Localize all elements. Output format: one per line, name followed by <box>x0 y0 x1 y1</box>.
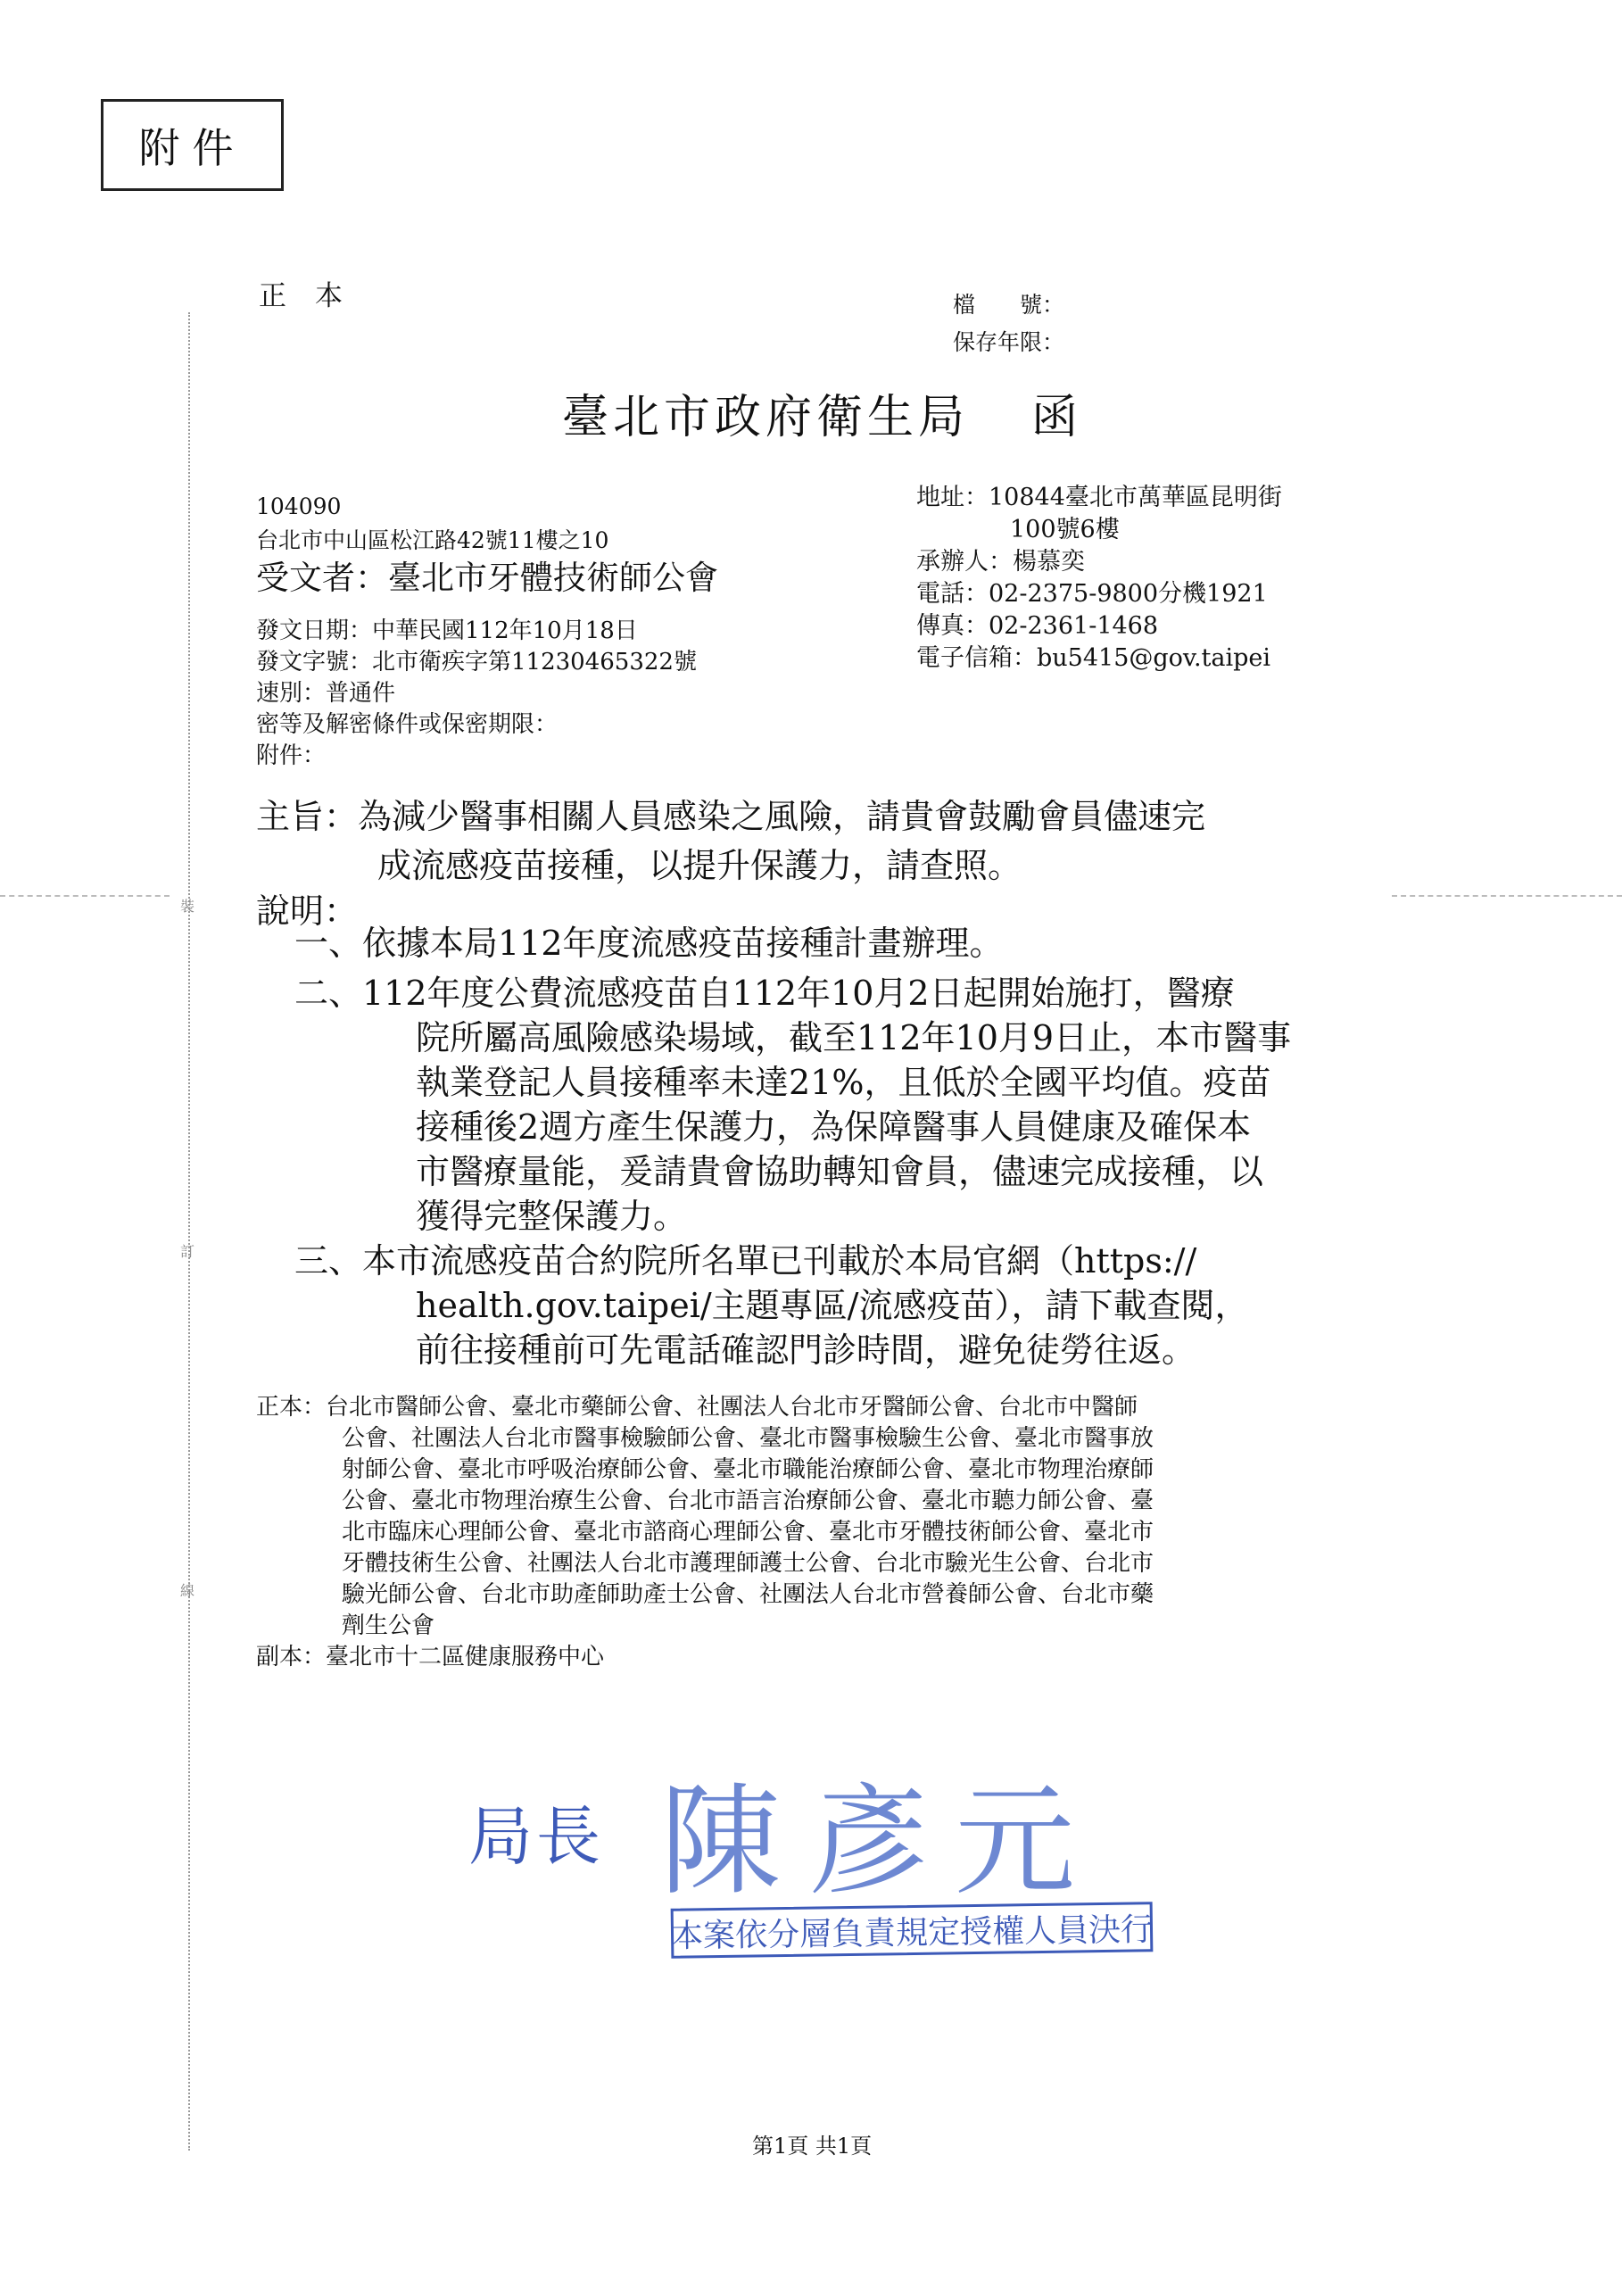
sender-phone: 電話：02-2375-9800分機1921 <box>916 580 1268 608</box>
subject-line-1: 主旨：為減少醫事相關人員感染之風險，請貴會鼓勵會員儘速完 <box>256 797 1206 836</box>
office-title <box>562 379 1082 446</box>
sender-address-line2: 100號6樓 <box>1010 516 1120 543</box>
description-label: 說明： <box>256 891 359 931</box>
distribution-line: 射師公會、臺北市呼吸治療師公會、臺北市職能治療師公會、臺北市物理治療師 <box>342 1456 1154 1483</box>
fold-line <box>188 312 190 2151</box>
office-name: 臺北市政府衛生局 <box>562 391 970 444</box>
copy-type: 正本 <box>259 280 371 312</box>
attachment-label-box <box>101 99 284 191</box>
doc-number: 發文字號：北市衛疾字第11230465322號 <box>256 649 697 676</box>
binding-mark-3: 線 <box>180 1582 195 1599</box>
distribution-line: 公會、社團法人台北市醫事檢驗師公會、臺北市醫事檢驗生公會、臺北市醫事放 <box>342 1425 1154 1452</box>
stamp-text: 本案依分層負責規定授權人員決行 <box>670 1911 1154 1955</box>
doc-secrecy: 密等及解密條件或保密期限： <box>256 711 559 738</box>
item-line: 三、本市流感疫苗合約院所名單已刊載於本局官網（https:// <box>294 1241 1197 1281</box>
page-footer: 第1頁 共1頁 <box>752 2134 873 2159</box>
doc-attachments: 附件： <box>256 742 327 769</box>
distribution-line: 劑生公會 <box>342 1612 435 1639</box>
distribution-line: 公會、臺北市物理治療生公會、台北市語言治療師公會、臺北市聽力師公會、臺 <box>342 1488 1154 1514</box>
item-line: 執業登記人員接種率未達21%，且低於全國平均值。疫苗 <box>416 1063 1271 1102</box>
subject <box>256 792 1205 891</box>
description-item-1 <box>294 921 1004 966</box>
item-line: 接種後2週方產生保護力，為保障醫事人員健康及確保本 <box>416 1107 1252 1147</box>
sender-block <box>916 482 1282 675</box>
director-signature: 陳彥元 <box>660 1771 1102 1911</box>
description-item-3 <box>294 1239 1249 1372</box>
item-line: 市醫療量能，爰請貴會協助轉知會員，儘速完成接種，以 <box>416 1152 1264 1191</box>
item-line: 獲得完整保護力。 <box>416 1197 688 1236</box>
item-line: 院所屬高風險感染場域，截至112年10月9日止，本市醫事 <box>416 1018 1292 1057</box>
file-number-label: 檔 號： <box>953 292 1065 318</box>
attachment-label: 附件 <box>138 123 246 172</box>
item-line: 前往接種前可先電話確認門診時間，避免徒勞往返。 <box>416 1330 1196 1370</box>
cut-line-left <box>0 895 170 897</box>
sender-contact: 承辦人：楊慕奕 <box>916 548 1085 576</box>
item-line: 二、112年度公費流感疫苗自112年10月2日起開始施打，醫療 <box>294 974 1235 1013</box>
director-label: 局長 <box>468 1799 605 1874</box>
distribution-line: 牙體技術生公會、社團法人台北市護理師護士公會、台北市驗光生公會、台北市 <box>342 1550 1154 1577</box>
recipient-address: 台北市中山區松江路42號11樓之10 <box>256 527 609 553</box>
sender-email: 電子信箱：bu5415@gov.taipei <box>916 644 1271 672</box>
distribution-line: 驗光師公會、台北市助產師助產士公會、社團法人台北市營養師公會、台北市藥 <box>342 1581 1154 1608</box>
binding-mark-1: 裝 <box>180 898 195 915</box>
distribution-list <box>256 1392 1154 1673</box>
distribution-line: 北市臨床心理師公會、臺北市諮商心理師公會、臺北市牙體技術師公會、臺北市 <box>342 1519 1154 1546</box>
doc-speed: 速別：普通件 <box>256 680 396 707</box>
copy-recipient-line: 副本：臺北市十二區健康服務中心 <box>256 1644 605 1670</box>
binding-mark-2: 訂 <box>180 1243 195 1260</box>
recipient-label: 受文者：臺北市牙體技術師公會 <box>256 559 718 597</box>
authorization-stamp <box>671 1902 1154 1959</box>
distribution-line: 正本：台北市醫師公會、臺北市藥師公會、社團法人台北市牙醫師公會、台北市中醫師 <box>256 1394 1138 1421</box>
cut-line-right <box>1392 895 1622 897</box>
description-item-2 <box>294 971 1291 1239</box>
doc-type: 函 <box>1031 391 1083 444</box>
recipient-postal-code: 104090 <box>256 493 342 519</box>
item-line: health.gov.taipei/主題專區/流感疫苗），請下載查閱， <box>416 1286 1249 1325</box>
sender-address-line1: 地址：10844臺北市萬華區昆明街 <box>916 484 1282 511</box>
sender-fax: 傳真：02-2361-1468 <box>916 612 1159 640</box>
retention-label: 保存年限： <box>953 329 1065 355</box>
item-line: 一、依據本局112年度流感疫苗接種計畫辦理。 <box>294 924 1004 963</box>
subject-line-2: 成流感疫苗接種，以提升保護力，請查照。 <box>377 846 1022 885</box>
doc-date: 發文日期：中華民國112年10月18日 <box>256 618 638 644</box>
